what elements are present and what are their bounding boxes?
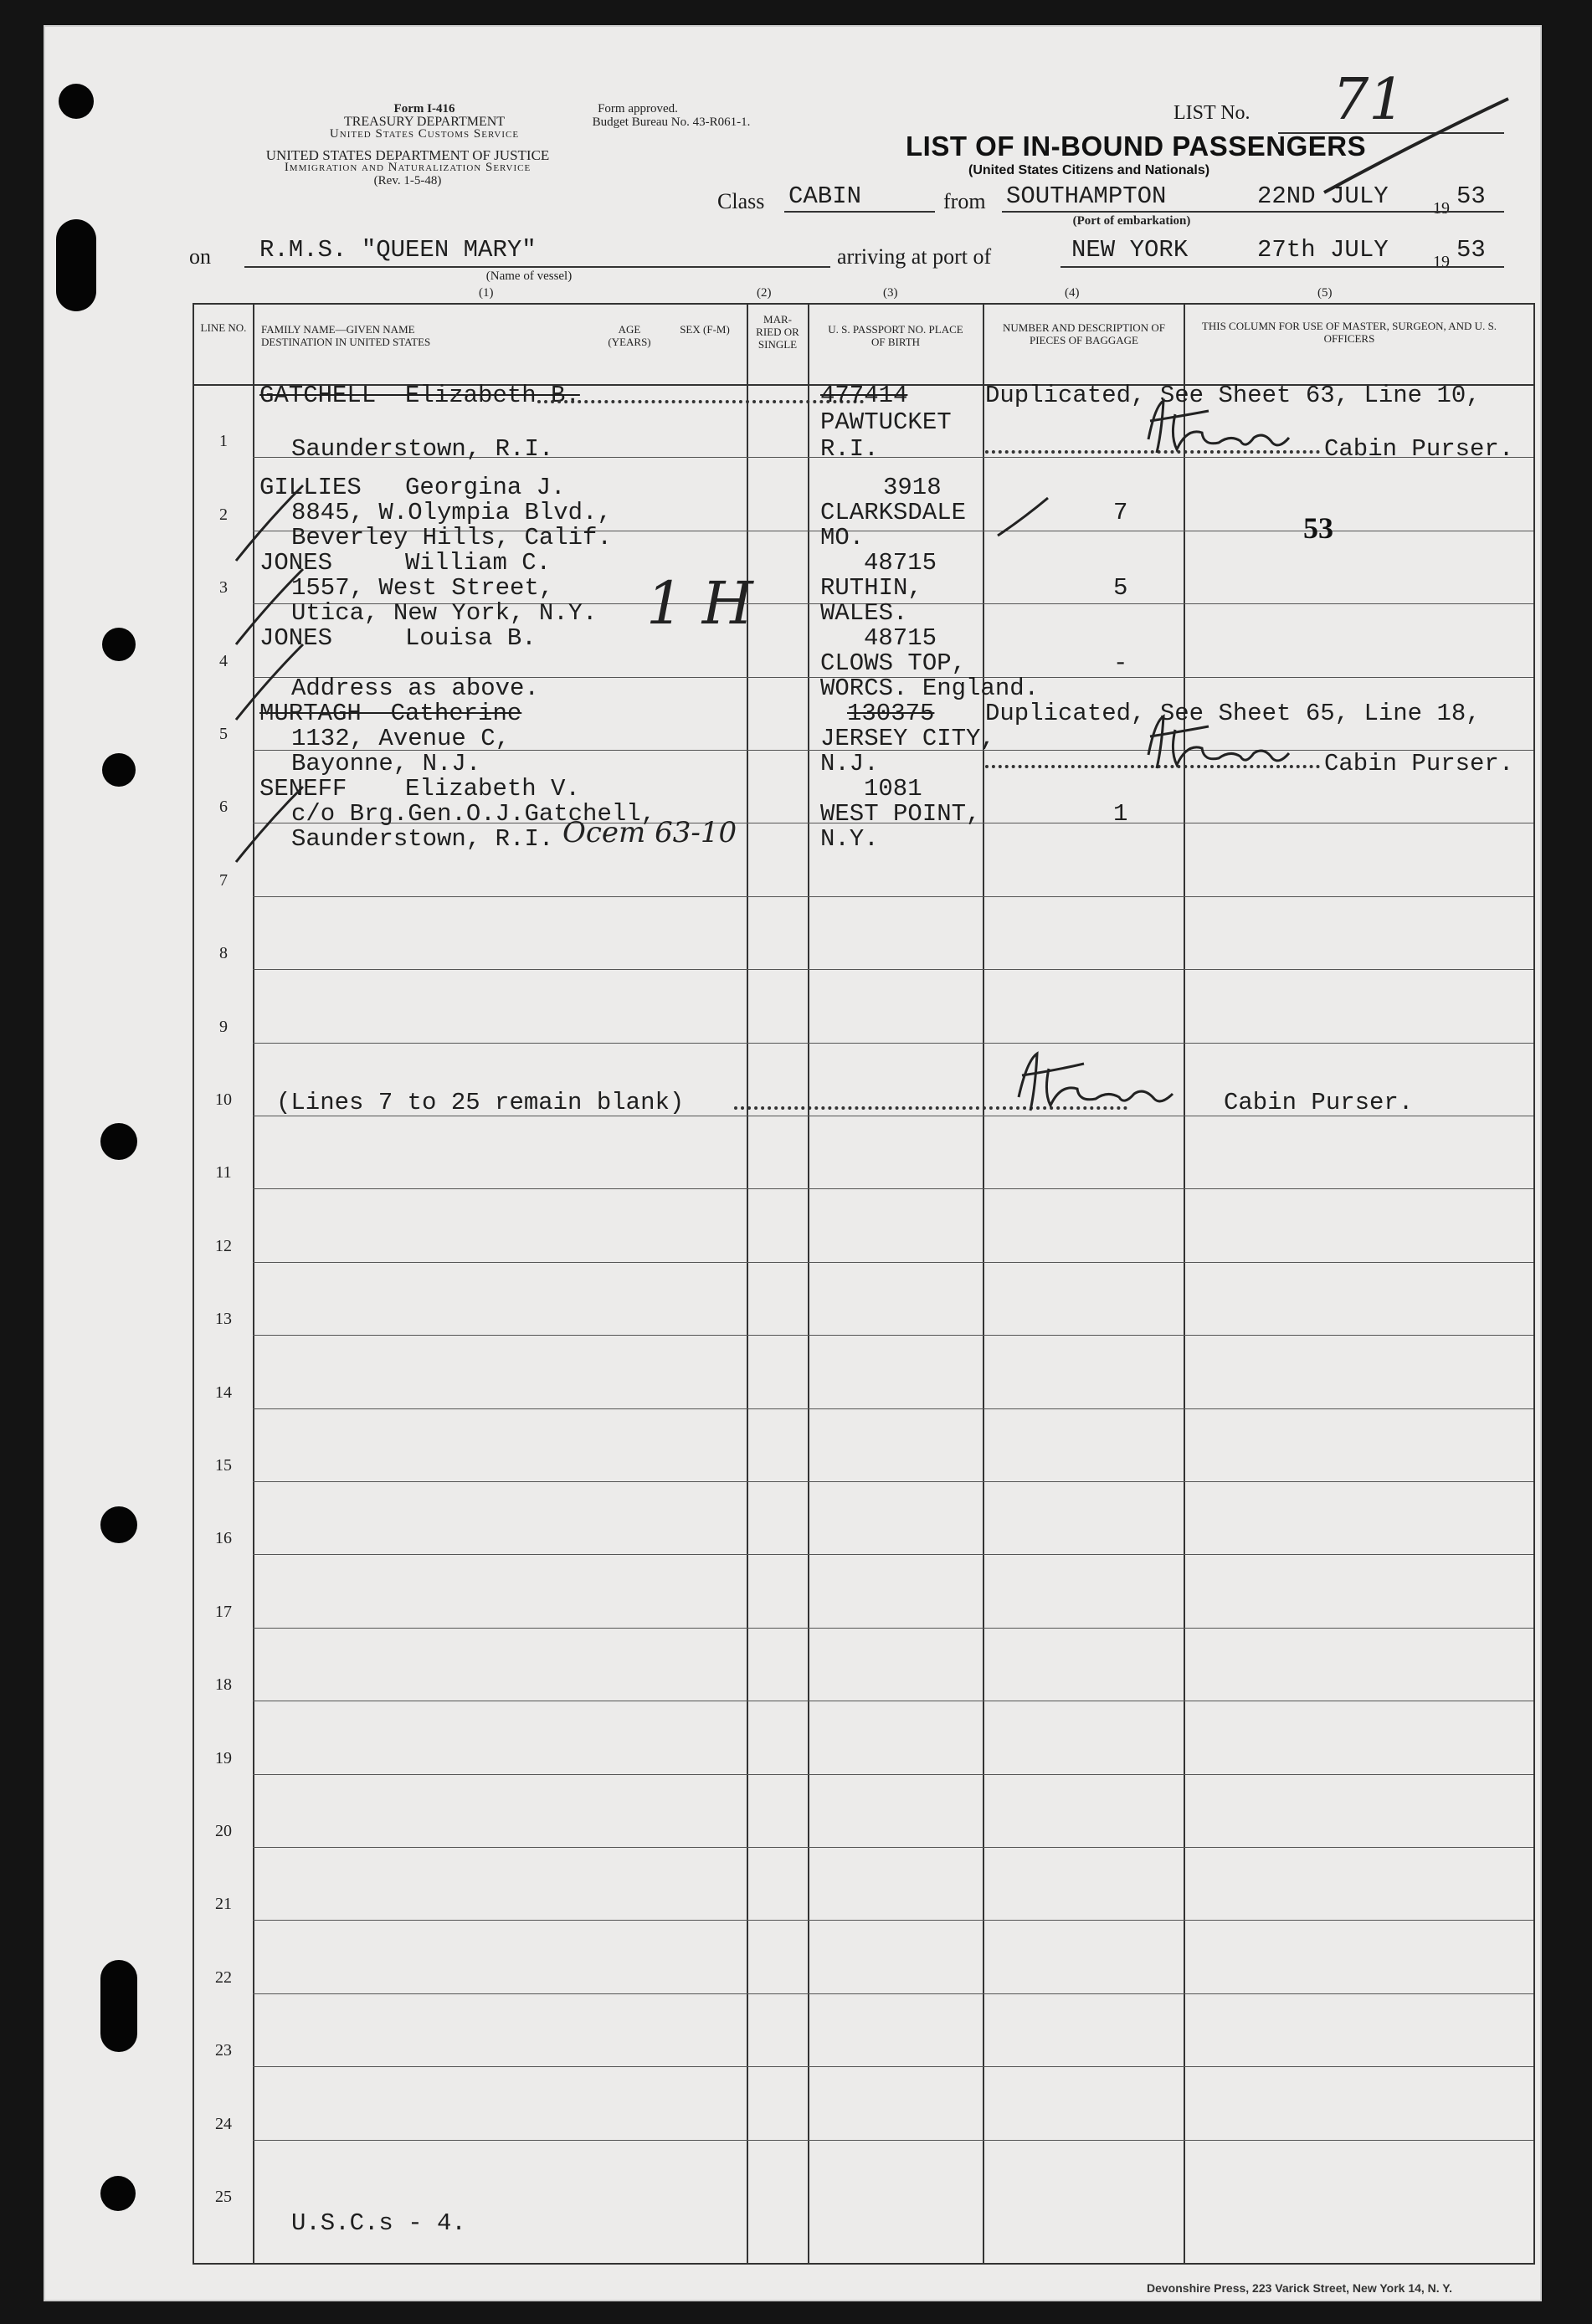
entry-1-passport: 477414 [820,382,908,409]
departure-year-prefix: 19 [1433,199,1450,218]
row-number: 13 [215,1310,232,1329]
entry-4-name: JONES Louisa B. [259,624,537,652]
entry-4-pob2: WORCS. England. [820,675,1040,702]
entry-5-pob: JERSEY CITY, [820,725,995,752]
arriving-label: arriving at port of [837,244,992,269]
form-approved: Form approved. [598,102,678,115]
col-num-5: (5) [1317,286,1333,300]
revision-date: (Rev. 1-5-48) [373,174,442,187]
binder-hole [59,84,94,119]
row-number: 11 [215,1163,232,1183]
row-number: 19 [215,1748,232,1767]
blank-lines-note: (Lines 7 to 25 remain blank) [276,1089,685,1116]
entry-1-name: GATCHELL Elizabeth B. [259,382,580,409]
embarkation-note: (Port of embarkation) [1072,214,1191,228]
row-number: 4 [219,651,228,670]
row-number: 9 [219,1017,228,1036]
col-head-name: FAMILY NAME—GIVEN NAME DESTINATION IN UNITED STATES [261,323,431,348]
row-line [253,969,1533,970]
entry-2-name: GILLIES Georgina J. [259,474,566,501]
page-subtitle: (United States Citizens and Nationals) [968,163,1210,177]
row-number: 18 [215,1675,232,1695]
row-number: 16 [215,1529,232,1548]
entry-2-address: 8845, W.Olympia Blvd., [291,499,612,526]
purser-signature [1132,398,1324,460]
row-number: 5 [219,725,228,743]
tick-mark-bag [989,494,1056,544]
row-number: 7 [219,870,228,890]
entry-1-pob: PAWTUCKET [820,408,952,436]
entry-6-name: SENEFF Elizabeth V. [259,775,580,803]
entry-3-pob2: WALES. [820,599,908,627]
blank-note-signature: Cabin Purser. [1224,1089,1414,1116]
entry-6-address2: Saunderstown, R.I. [291,825,554,853]
row-number: 3 [219,578,228,598]
from-value: SOUTHAMPTON [1006,182,1167,210]
entry-3-baggage: 5 [1113,574,1128,602]
departure-year: 53 [1456,182,1486,210]
col-divider [1184,305,1185,2263]
list-no-label: LIST No. [1173,102,1250,124]
class-label: Class [717,189,765,213]
entry-5-note: Duplicated, See Sheet 65, Line 18, [985,700,1481,727]
entry-3-passport: 48715 [864,549,937,577]
margin-mark: 1 H [646,569,753,638]
row-line [253,2066,1533,2067]
entry-1-address: Saunderstown, R.I. [291,435,554,463]
col-divider [983,305,984,2263]
row-line [253,1408,1533,1409]
class-value: CABIN [788,182,862,210]
departure-date: 22ND JULY [1257,182,1389,210]
vessel-note: (Name of vessel) [485,269,573,283]
entry-4-baggage: - [1113,649,1128,677]
row-line [253,1993,1533,1994]
arrival-date: 27th JULY [1257,236,1389,264]
entry-6-passport: 1081 [864,775,922,803]
entry-1-pob2: R.I. [820,435,879,463]
col-head-age: AGE (YEARS) [608,323,651,348]
list-number: 71 [1333,67,1405,133]
vessel-name: R.M.S. "QUEEN MARY" [259,236,537,264]
col-head-officers: THIS COLUMN FOR USE OF MASTER, SURGEON, AND U. S. OFFICERS [1201,320,1497,345]
entry-3-name: JONES William C. [259,549,552,577]
row-line [253,1262,1533,1263]
col-num-3: (3) [883,286,898,300]
form-number: Form I-416 [393,102,455,115]
entry-2-baggage: 7 [1113,499,1128,526]
binder-hole [56,219,96,311]
row-line [253,1188,1533,1189]
purser-signature [1132,713,1324,776]
entry-3-address2: Utica, New York, N.Y. [291,599,598,627]
row-number: 10 [215,1090,232,1109]
row-number: 25 [215,2188,232,2206]
row-line [253,1481,1533,1482]
row-line [253,1043,1533,1044]
row-number: 12 [215,1236,232,1255]
col-num-1: (1) [479,286,494,300]
entry-5-name: MURTAGH Catherine [259,700,522,727]
from-label: from [943,189,986,213]
row-number: 2 [219,505,228,524]
vessel-line [244,266,830,268]
binder-hole [100,1960,137,2052]
printer-imprint: Devonshire Press, 223 Varick Street, New York 14, N. Y. [1147,2281,1452,2295]
entry-2-pob: CLARKSDALE [820,499,967,526]
uscs-count: U.S.C.s - 4. [291,2209,466,2237]
tick-marks [219,469,336,887]
entry-5-signature: Cabin Purser. [1324,750,1514,777]
row-number: 21 [215,1895,232,1914]
col-head-sex: SEX (F-M) [680,323,730,336]
row-line [253,1920,1533,1921]
row-line [253,1335,1533,1336]
entry-5-passport: 130375 [847,700,935,727]
entry-2-pob2: MO. [820,524,865,552]
depart-line [1253,211,1504,213]
col-divider [808,305,809,2263]
customs-service: United States Customs Service [329,127,520,141]
class-line [784,211,935,213]
entry-6-pob2: N.Y. [820,825,879,853]
page-title: LIST OF IN-BOUND PASSENGERS [906,131,1367,162]
entry-5-address2: Bayonne, N.J. [291,750,481,777]
entry-5-pob2: N.J. [820,750,879,777]
binder-hole [102,753,136,787]
entry-3-pob: RUTHIN, [820,574,922,602]
binder-hole [100,2176,136,2211]
entry-2-officer-note: 53 [1303,511,1333,545]
entry-3-address: 1557, West Street, [291,574,554,602]
binder-hole [100,1123,137,1160]
entry-2-address2: Beverley Hills, Calif. [291,524,612,552]
col-num-4: (4) [1065,286,1080,300]
strike-dots [537,400,864,403]
row-number: 17 [215,1602,232,1621]
entry-6-baggage: 1 [1113,800,1128,828]
row-number: 1 [219,432,228,451]
from-line [1002,211,1286,213]
row-line [253,896,1533,897]
arrival-line [1060,266,1504,268]
col-head-line: LINE NO. [200,321,247,334]
entry-4-address: Address as above. [291,675,539,702]
entry-4-pob: CLOWS TOP, [820,649,967,677]
row-number: 6 [219,798,228,817]
col-head-passport: U. S. PASSPORT NO. PLACE OF BIRTH [828,323,963,348]
manifest-page [44,25,1542,2301]
row-number: 14 [215,1383,232,1402]
treasury-department: TREASURY DEPARTMENT [343,115,506,129]
col-head-baggage: NUMBER AND DESCRIPTION OF PIECES OF BAGGAGE [1003,321,1165,346]
entry-6-pob: WEST POINT, [820,800,981,828]
entry-1-note: Duplicated, See Sheet 63, Line 10, [985,382,1481,409]
entry-2-passport: 3918 [883,474,942,501]
row-number: 22 [215,1967,232,1987]
row-line [253,2140,1533,2141]
arrival-port: NEW YORK [1071,236,1189,264]
row-number: 8 [219,944,228,963]
row-number: 23 [215,2041,232,2060]
row-number: 15 [215,1456,232,1475]
department-of-justice: UNITED STATES DEPARTMENT OF JUSTICE [265,147,550,163]
row-line [253,1628,1533,1629]
col-head-married: MAR-RIED OR SINGLE [756,313,799,351]
arrival-year-prefix: 19 [1433,253,1450,271]
entry-6-handwritten: Ocem 63-10 [562,816,737,849]
binder-hole [100,1506,137,1543]
binder-hole [102,628,136,661]
row-number: 20 [215,1822,232,1840]
entry-6-address: c/o Brg.Gen.O.J.Gatchell, [291,800,656,828]
arrival-year: 53 [1456,236,1486,264]
on-label: on [189,244,211,269]
purser-signature [1002,1050,1203,1117]
entry-4-passport: 48715 [864,624,937,652]
entry-5-address: 1132, Avenue C, [291,725,511,752]
col-num-2: (2) [757,286,772,300]
row-line [253,1554,1533,1555]
row-number: 24 [215,2114,232,2133]
row-line [253,1774,1533,1775]
budget-bureau: Budget Bureau No. 43-R061-1. [592,115,751,129]
row-line [253,1847,1533,1848]
ins-label: Immigration and Naturalization Service [284,161,532,174]
entry-1-signature: Cabin Purser. [1324,435,1514,463]
